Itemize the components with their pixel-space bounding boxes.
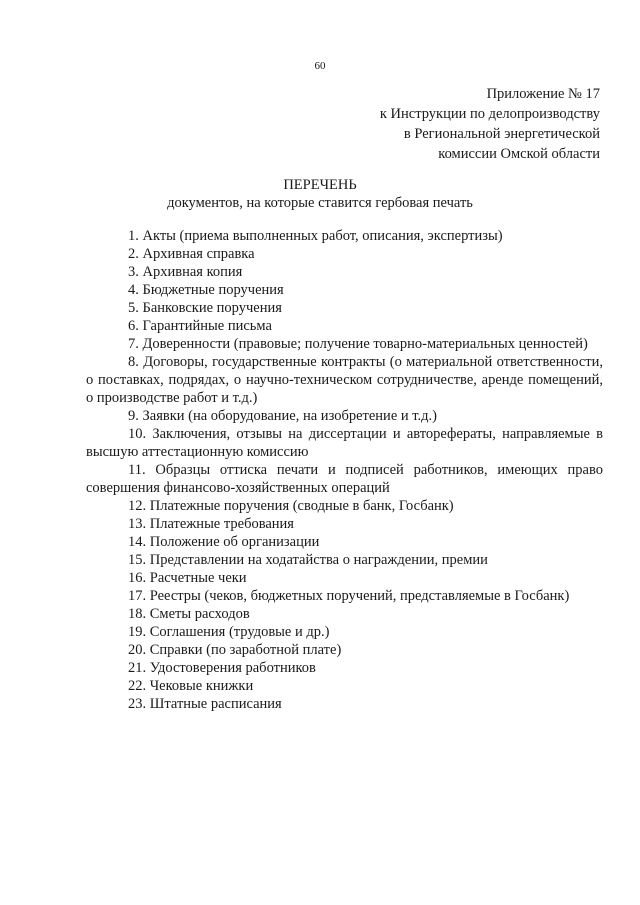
- appendix-line-3: в Региональной энергетической: [403, 126, 600, 142]
- list-item: 20. Справки (по заработной плате): [128, 642, 342, 658]
- document-title: ПЕРЕЧЕНЬ: [283, 177, 357, 193]
- appendix-header: [260, 84, 600, 164]
- list-item: 11. Образцы оттиска печати и подписей работников, имеющих право совершения финансово-хозяйственных операций: [86, 462, 603, 496]
- appendix-line-4: комиссии Омской области: [438, 146, 600, 162]
- list-item: 16. Расчетные чеки: [128, 570, 247, 586]
- list-item: 19. Соглашения (трудовые и др.): [128, 624, 330, 640]
- list-item: 15. Представлении на ходатайства о награждении, премии: [128, 552, 488, 568]
- list-item: 23. Штатные расписания: [128, 696, 282, 712]
- list-item: 14. Положение об организации: [128, 534, 320, 550]
- page-number: 60: [314, 60, 326, 72]
- list-item: 2. Архивная справка: [128, 246, 255, 262]
- list-item: 18. Сметы расходов: [128, 606, 250, 622]
- list-item: 21. Удостоверения работников: [128, 660, 316, 676]
- document-subtitle: документов, на которые ставится гербовая печать: [167, 195, 473, 211]
- list-item: 3. Архивная копия: [128, 264, 243, 280]
- list-item: 13. Платежные требования: [128, 516, 294, 532]
- list-item: 5. Банковские поручения: [128, 300, 282, 316]
- document-list: [86, 227, 603, 713]
- list-item: 22. Чековые книжки: [128, 678, 254, 694]
- appendix-line-2: к Инструкции по делопроизводству: [379, 106, 600, 122]
- list-item: 1. Акты (приема выполненных работ, описания, экспертизы): [128, 228, 503, 244]
- list-item: 17. Реестры (чеков, бюджетных поручений, представляемые в Госбанк): [128, 588, 570, 604]
- appendix-line-1: Приложение № 17: [486, 86, 600, 102]
- list-item: 4. Бюджетные поручения: [128, 282, 284, 298]
- list-item: 10. Заключения, отзывы на диссертации и авторефераты, направляемые в высшую аттестационную комиссию: [86, 426, 603, 460]
- list-item: 7. Доверенности (правовые; получение товарно-материальных ценностей): [128, 336, 588, 352]
- list-item: 6. Гарантийные письма: [128, 318, 272, 334]
- list-item: 12. Платежные поручения (сводные в банк, Госбанк): [128, 498, 454, 514]
- list-item: 9. Заявки (на оборудование, на изобретение и т.д.): [128, 408, 437, 424]
- list-item: 8. Договоры, государственные контракты (о материальной ответственности, о поставках, подрядах, о научно-техническом сотрудничестве, аренде помещений, о производстве работ и т.д.): [86, 354, 603, 406]
